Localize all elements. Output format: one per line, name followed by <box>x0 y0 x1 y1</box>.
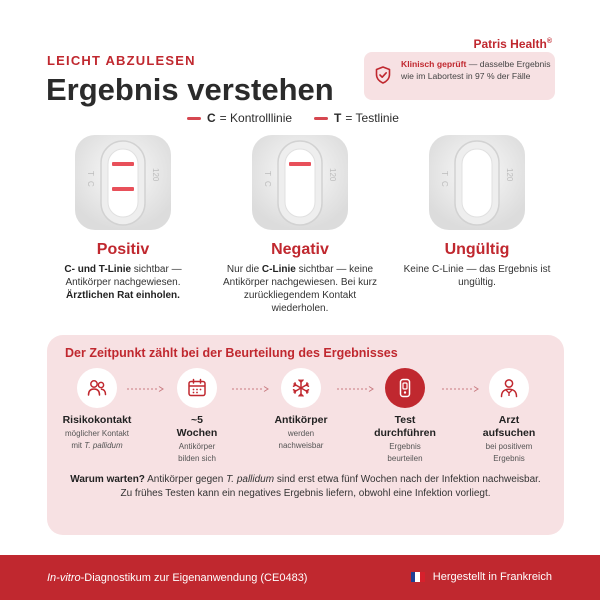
result-desc-negative-part2: C-Linie <box>261 264 296 275</box>
step-see-doctor-title2: aufsuchen <box>482 427 536 439</box>
doctor-icon <box>498 377 520 399</box>
step-antibodies-circle <box>281 368 321 408</box>
brand-name: Patris Health <box>473 37 547 51</box>
step-five-weeks-title: ~5 <box>191 414 203 426</box>
cassette-c-label: C <box>440 181 449 187</box>
legend-c-text: = Kontrolllinie <box>219 111 293 125</box>
c-line <box>112 162 134 166</box>
step-antibodies-sub2: nachweisbar <box>278 441 324 450</box>
step-five-weeks-sub1: Antikörper <box>178 442 216 451</box>
result-desc-negative-part3: sichtbar — keine Antikörper nachgewiesen. Bei kurz zurückliegendem Kontakt wiederholen. <box>223 264 377 314</box>
step-antibodies-sub1: werden <box>287 429 315 438</box>
result-desc-positive-part1: C- und T-Linie <box>64 264 132 275</box>
cassette-number-label: 120 <box>151 168 160 182</box>
step-antibodies <box>251 368 351 451</box>
antibody-icon <box>290 377 312 399</box>
step-five-weeks-title2: Wochen <box>176 427 218 439</box>
cassette-number-label: 120 <box>328 168 337 182</box>
step-see-doctor-sub2: Ergebnis <box>493 454 525 463</box>
timeline-explanation-part2: sind erst etwa fünf Wochen nach der Infektion nachweisbar. Zu frühes Testen kann ein negatives Ergebnis liefern, obwohl eine Infektion vorliegt. <box>120 474 541 499</box>
timeline-explanation-bold: Warum warten? <box>70 474 145 485</box>
step-perform-test-sub1: Ergebnis <box>389 442 421 451</box>
french-flag-icon <box>411 572 425 582</box>
timeline-explanation-part1: Antikörper gegen <box>144 474 227 485</box>
step-risk-contact-title: Risikokontakt <box>62 414 132 426</box>
step-risk-contact-sub1: möglicher Kontakt <box>64 429 130 438</box>
step-risk-contact-sub2 <box>47 441 147 451</box>
result-desc-positive-part3: Ärztlichen Rat einholen. <box>66 290 180 301</box>
result-title-positive: Positiv <box>96 241 150 258</box>
line-legend <box>187 111 399 125</box>
clinical-note-bold: Klinisch geprüft <box>401 59 467 69</box>
legend-t-letter: T <box>334 111 342 125</box>
page-title: Ergebnis verstehen <box>46 72 334 107</box>
cassette-t-label: T <box>263 171 272 176</box>
step-five-weeks <box>147 368 247 464</box>
step-see-doctor-title: Arzt <box>498 414 520 426</box>
footer-italic: In-vitro <box>47 572 81 584</box>
clinical-note <box>364 52 555 100</box>
timeline-explanation <box>67 473 544 501</box>
footer-origin-text: Hergestellt in Frankreich <box>432 571 552 583</box>
legend-t-text: = Testlinie <box>345 111 399 125</box>
result-desc-negative <box>222 263 378 315</box>
cassette-t-label: T <box>440 171 449 176</box>
legend-c-letter: C <box>207 111 216 125</box>
c-line <box>289 162 311 166</box>
cassette-negative <box>250 135 350 230</box>
cassette-c-label: C <box>263 181 272 187</box>
step-risk-contact-sub2-italic: T. pallidum <box>84 441 123 450</box>
footer-regulatory-text <box>47 572 307 584</box>
step-perform-test <box>355 368 455 464</box>
step-perform-test-circle <box>385 368 425 408</box>
clinical-note-text <box>401 58 551 82</box>
test-cassette-icon <box>394 377 416 399</box>
cassette-number-label: 120 <box>505 168 514 182</box>
step-perform-test-sub2: beurteilen <box>387 454 423 463</box>
t-line <box>112 187 134 191</box>
step-antibodies-title: Antikörper <box>274 414 328 426</box>
footer-origin <box>411 571 552 583</box>
timeline-title: Der Zeitpunkt zählt bei der Beurteilung des Ergebnisses <box>65 346 398 360</box>
step-perform-test-title: Test <box>394 414 416 426</box>
footer-left-text: -Diagnostikum zur Eigenanwendung (CE0483) <box>80 572 308 584</box>
step-see-doctor <box>459 368 559 464</box>
clinical-note-body: — dasselbe Ergebnis wie im Labortest in 97 % der Fälle <box>401 59 551 81</box>
cassette-c-label: C <box>86 181 95 187</box>
step-see-doctor-circle <box>489 368 529 408</box>
step-five-weeks-sub2: bilden sich <box>178 454 216 463</box>
cassette-t-label: T <box>86 171 95 176</box>
calendar-icon <box>186 377 208 399</box>
result-title-invalid: Ungültig <box>444 241 510 258</box>
step-risk-contact-sub2-text: mit <box>71 441 85 450</box>
timeline-panel <box>47 335 564 535</box>
step-risk-contact-circle <box>77 368 117 408</box>
cassette-invalid <box>427 135 527 230</box>
footer-bar <box>0 555 600 600</box>
kicker-label: LEICHT ABZULESEN <box>47 53 196 68</box>
brand-logo <box>473 37 552 51</box>
cassette-positive <box>73 135 173 230</box>
result-desc-negative-part1: Nur die <box>226 264 262 275</box>
result-desc-positive-part2: sichtbar — Antikörper nachgewiesen. <box>65 264 182 288</box>
step-risk-contact <box>47 368 147 451</box>
legend-t-swatch <box>314 117 328 120</box>
result-desc-invalid: Keine C-Linie — das Ergebnis ist ungültig. <box>403 264 551 288</box>
step-perform-test-title2: durchführen <box>374 427 436 439</box>
brand-registered-mark: ® <box>546 38 552 45</box>
people-icon <box>86 377 108 399</box>
step-see-doctor-sub1: bei positivem <box>485 442 533 451</box>
step-five-weeks-circle <box>177 368 217 408</box>
result-desc-positive <box>45 263 201 302</box>
result-title-negative: Negativ <box>271 241 329 258</box>
legend-c-swatch <box>187 117 201 120</box>
shield-check-icon <box>375 66 391 84</box>
timeline-explanation-italic: T. pallidum <box>226 474 275 485</box>
